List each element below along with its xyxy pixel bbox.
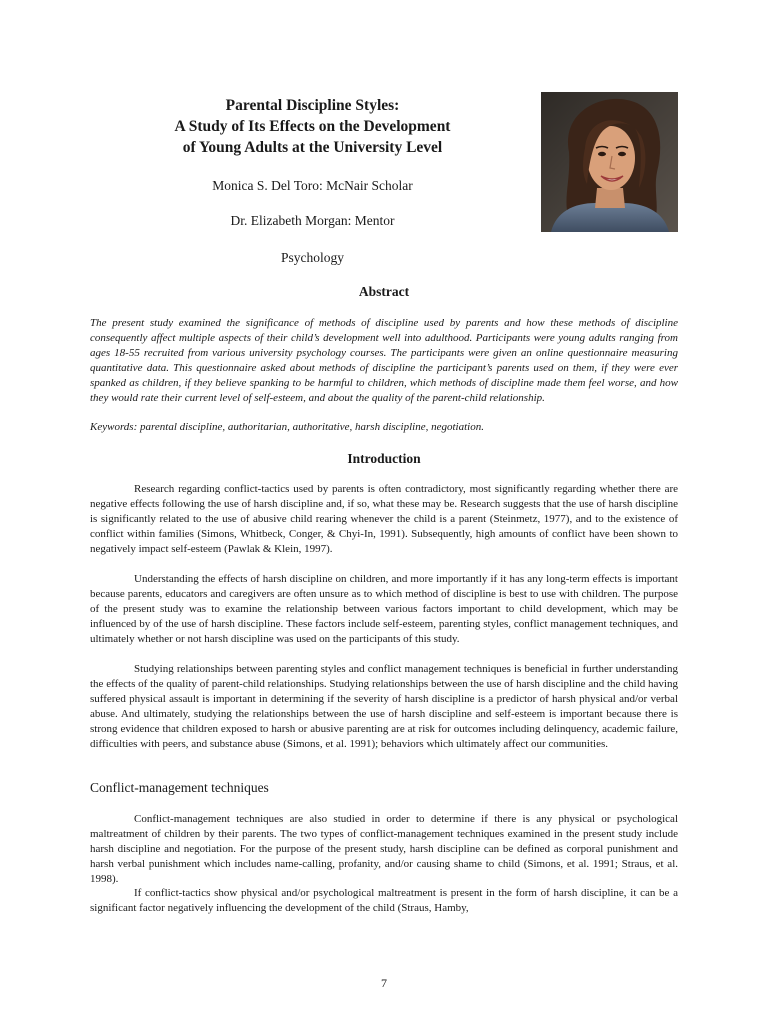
title-line-2: A Study of Its Effects on the Development [174,118,451,135]
abstract-text: The present study examined the significance of methods of discipline used by parents and how these methods of discipline consequently affect multiple aspects of their child’s development well into adulthood. Participants were young adults ranging from ages 18-55 recruited from various university psychology courses. The participants were given an online questionnaire measuring quantitative data. This questionnaire asked about methods of discipline the participant’s parents used on them, if they were ever spanked as children, if they believe spanking to be harmful to children, which methods of discipline made them feel worse, and how they would rate their current level of self-esteem, and about the quality of the parent-child relationship. [90,317,678,404]
conflict-paragraph-2 [90,886,678,916]
conflict-paragraph-1 [90,812,678,887]
intro-paragraph-3 [90,662,678,752]
keywords: Keywords: parental discipline, authoritarian, authoritative, harsh discipline, negotiation. [90,421,484,433]
author-department: Psychology [280,250,344,265]
paragraph-text: Research regarding conflict-tactics used by parents is often contradictory, most significantly regarding whether there are negative effects following the use of harsh discipline and, if so, what these may be. Research suggests that the use of harsh discipline is significantly related to the use of abusive child rearing whenever the child is a parent (Steinmetz, 1977), and to the existence of conflict within families (Simons, Whitbeck, Conger, & Chyi-In, 1991). Subsequently, high amounts of conflict have been shown to negatively impact self-esteem (Pawlak & Klein, 1997). [90,483,678,555]
paragraph-text: Conflict-management techniques are also studied in order to determine if there is any physical or psychological maltreatment of children by their parents. The two types of conflict-management techniques examined in the present study include harsh discipline and negotiation. For the purpose of the present study, harsh discipline can be defined as corporal punishment and harsh verbal punishment which includes name-calling, profanity, and/or causing shame to child (Simons, et al. 1991; Straus, et al. 1998). [90,813,678,885]
author-photo [541,92,678,232]
conflict-management-heading: Conflict-management techniques [90,780,269,795]
paper-title [140,95,485,158]
author-scholar: Monica S. Del Toro: McNair Scholar [212,178,413,193]
page-number: 7 [381,976,387,990]
paragraph-text: Studying relationships between parenting styles and conflict management techniques is beneficial in further understanding the effects of the quality of parent-child relationships. Studying relationships between the use of harsh discipline and the child having suffered physical assault is important in determining if the severity of harsh discipline is a predictor of harsh physical and/or verbal abuse. And ultimately, studying the relationships between the use of harsh discipline and self-esteem is important because there is strong evidence that children exposed to harsh or abusive parenting are at risk for outcomes including delinquency, academic failure, difficulties with peers, and substance abuse (Simons, et al. 1991); behaviors which ultimately affect our communities. [90,663,678,750]
title-line-1: Parental Discipline Styles: [225,97,400,114]
abstract-heading: Abstract [358,284,410,299]
paragraph-text: If conflict-tactics show physical and/or psychological maltreatment is present in the form of harsh discipline, it can be a significant factor negatively influencing the development of the child (Straus, Hamby, [90,887,678,914]
paragraph-text: Understanding the effects of harsh discipline on children, and more importantly if it has any long-term effects is important because parents, educators and caregivers are often unsure as to which method of discipline is best to use with children. The purpose of the present study was to examine the relationship between various factors important to child development, which may be influenced by of the use of harsh discipline. These factors include self-esteem, parenting styles, conflict management techniques, and ultimately whether or not harsh discipline was used on the participants of this study. [90,573,678,645]
intro-paragraph-2 [90,572,678,647]
intro-paragraph-1 [90,482,678,557]
introduction-heading: Introduction [347,451,421,466]
title-line-3: of Young Adults at the University Level [182,139,443,156]
author-mentor: Dr. Elizabeth Morgan: Mentor [230,213,395,228]
